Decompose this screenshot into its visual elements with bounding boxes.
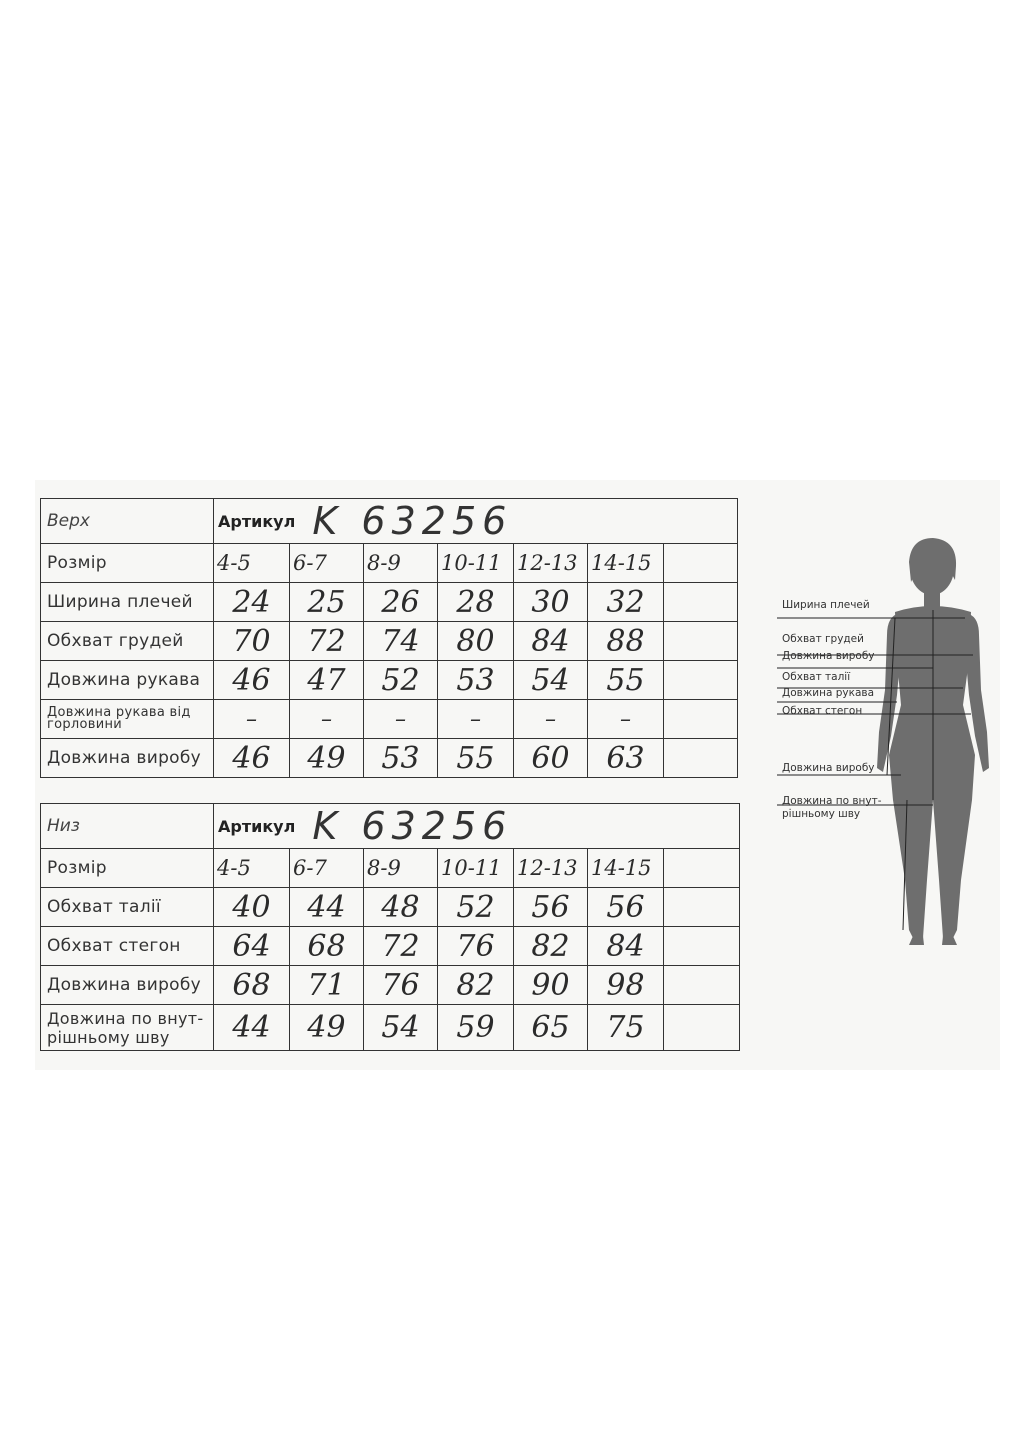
- value-cell: 28: [438, 583, 514, 622]
- value-cell: 84: [514, 622, 588, 661]
- value-cell: 54: [514, 661, 588, 700]
- table-row: [41, 1005, 740, 1051]
- value-cell: 44: [214, 1005, 290, 1051]
- value-cell: 82: [514, 927, 588, 966]
- value-cell: 80: [438, 622, 514, 661]
- value-cell: 55: [588, 661, 664, 700]
- top-header-row: [41, 499, 738, 544]
- table-row: [41, 739, 738, 778]
- value-cell: 74: [364, 622, 438, 661]
- label-length-top: Довжина виробу: [782, 650, 875, 662]
- value-cell: 25: [290, 583, 364, 622]
- value-cell: 72: [364, 927, 438, 966]
- label-length: Довжина виробу: [782, 762, 875, 774]
- size-cell: [664, 544, 738, 583]
- size-cell: [664, 849, 740, 888]
- article-code: K 63256: [312, 804, 513, 848]
- article-label: Артикул: [218, 816, 296, 836]
- value-cell: 68: [214, 966, 290, 1005]
- value-cell: 84: [588, 927, 664, 966]
- value-cell: 40: [214, 888, 290, 927]
- value-cell: –: [588, 700, 664, 739]
- label-inseam-1: Довжина по внут-: [782, 795, 882, 807]
- size-cell: 14-15: [588, 544, 664, 583]
- value-cell: 26: [364, 583, 438, 622]
- table-row: [41, 927, 740, 966]
- size-cell: 10-11: [438, 849, 514, 888]
- section-title-top: Верх: [41, 499, 214, 544]
- table-row: [41, 888, 740, 927]
- value-cell: [664, 966, 740, 1005]
- value-cell: 53: [364, 739, 438, 778]
- label-waist: Обхват талії: [782, 671, 851, 683]
- table-row: [41, 966, 740, 1005]
- value-cell: 70: [214, 622, 290, 661]
- value-cell: 47: [290, 661, 364, 700]
- bottom-size-table: [40, 803, 740, 1051]
- value-cell: 46: [214, 739, 290, 778]
- value-cell: 44: [290, 888, 364, 927]
- row-label: Обхват грудей: [41, 622, 214, 661]
- row-label: Довжина виробу: [41, 966, 214, 1005]
- value-cell: 49: [290, 739, 364, 778]
- size-cell: 8-9: [364, 544, 438, 583]
- value-cell: –: [438, 700, 514, 739]
- table-row: [41, 700, 738, 739]
- value-cell: 72: [290, 622, 364, 661]
- value-cell: 76: [364, 966, 438, 1005]
- body-silhouette-icon: [775, 500, 1000, 1060]
- value-cell: [664, 700, 738, 739]
- value-cell: [664, 622, 738, 661]
- value-cell: 71: [290, 966, 364, 1005]
- value-cell: 88: [588, 622, 664, 661]
- value-cell: –: [364, 700, 438, 739]
- size-cell: 6-7: [290, 849, 364, 888]
- row-label: Обхват талії: [41, 888, 214, 927]
- value-cell: 98: [588, 966, 664, 1005]
- row-label: Ширина плечей: [41, 583, 214, 622]
- value-cell: 90: [514, 966, 588, 1005]
- row-label: Довжина рукава від горловини: [41, 700, 214, 739]
- row-label: Довжина рукава: [41, 661, 214, 700]
- value-cell: 56: [588, 888, 664, 927]
- top-size-table: [40, 498, 738, 778]
- value-cell: 49: [290, 1005, 364, 1051]
- value-cell: 52: [364, 661, 438, 700]
- value-cell: [664, 888, 740, 927]
- value-cell: [664, 583, 738, 622]
- size-cell: 14-15: [588, 849, 664, 888]
- table-row: [41, 661, 738, 700]
- sizes-row: [41, 544, 738, 583]
- value-cell: 30: [514, 583, 588, 622]
- label-chest: Обхват грудей: [782, 633, 864, 645]
- value-cell: 48: [364, 888, 438, 927]
- size-cell: 4-5: [214, 849, 290, 888]
- value-cell: 64: [214, 927, 290, 966]
- size-cell: 10-11: [438, 544, 514, 583]
- row-label: Довжина по внут-рішньому шву: [41, 1005, 214, 1051]
- value-cell: 53: [438, 661, 514, 700]
- value-cell: 54: [364, 1005, 438, 1051]
- article-code: K 63256: [312, 499, 513, 543]
- value-cell: [664, 1005, 740, 1051]
- sizes-label: Розмір: [41, 849, 214, 888]
- article-label: Артикул: [218, 511, 296, 531]
- section-title-bottom: Низ: [41, 804, 214, 849]
- value-cell: 46: [214, 661, 290, 700]
- value-cell: 32: [588, 583, 664, 622]
- size-cell: 12-13: [514, 544, 588, 583]
- row-label: Довжина виробу: [41, 739, 214, 778]
- size-cell: 8-9: [364, 849, 438, 888]
- value-cell: 24: [214, 583, 290, 622]
- table-row: [41, 583, 738, 622]
- label-inseam-2: рішньому шву: [782, 808, 861, 820]
- value-cell: 75: [588, 1005, 664, 1051]
- value-cell: 52: [438, 888, 514, 927]
- article-cell-bottom: [214, 804, 740, 849]
- value-cell: 65: [514, 1005, 588, 1051]
- sizes-label: Розмір: [41, 544, 214, 583]
- value-cell: –: [290, 700, 364, 739]
- value-cell: 55: [438, 739, 514, 778]
- table-row: [41, 622, 738, 661]
- label-sleeve: Довжина рукава: [782, 687, 875, 699]
- value-cell: 60: [514, 739, 588, 778]
- value-cell: 59: [438, 1005, 514, 1051]
- value-cell: –: [214, 700, 290, 739]
- value-cell: –: [514, 700, 588, 739]
- value-cell: [664, 927, 740, 966]
- value-cell: [664, 739, 738, 778]
- article-cell-top: [214, 499, 738, 544]
- label-hips: Обхват стегон: [782, 705, 863, 717]
- label-shoulder: Ширина плечей: [782, 599, 870, 611]
- body-measurement-diagram: [775, 500, 1000, 1060]
- value-cell: 56: [514, 888, 588, 927]
- size-cell: 4-5: [214, 544, 290, 583]
- row-label: Обхват стегон: [41, 927, 214, 966]
- size-cell: 6-7: [290, 544, 364, 583]
- value-cell: 76: [438, 927, 514, 966]
- value-cell: 63: [588, 739, 664, 778]
- size-cell: 12-13: [514, 849, 588, 888]
- sizes-row: [41, 849, 740, 888]
- bottom-header-row: [41, 804, 740, 849]
- value-cell: 68: [290, 927, 364, 966]
- value-cell: 82: [438, 966, 514, 1005]
- value-cell: [664, 661, 738, 700]
